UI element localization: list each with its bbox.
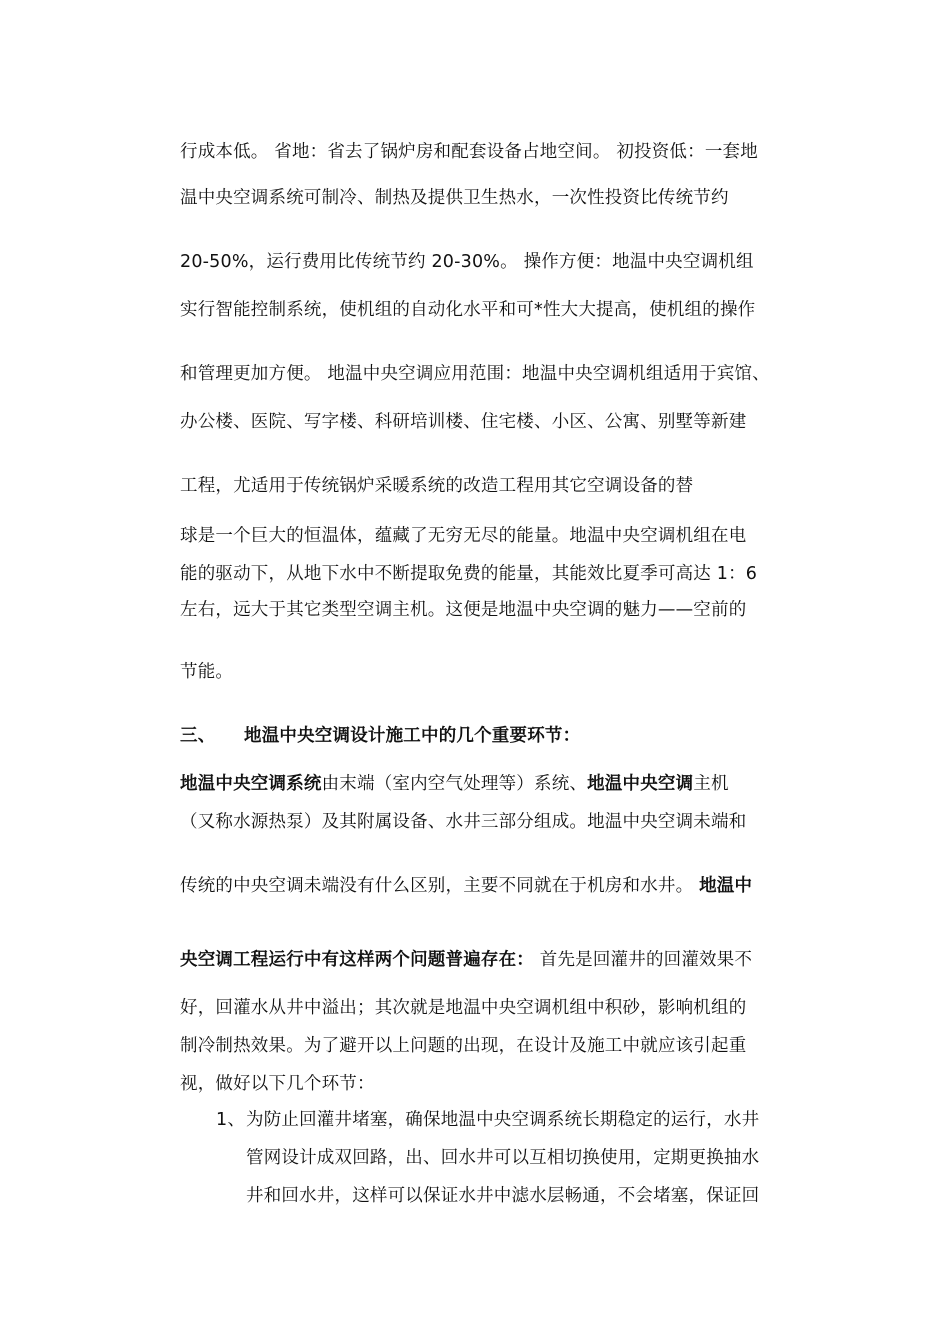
paragraph-line: 和管理更加方便。 地温中央空调应用范围：地温中央空调机组适用于宾馆、 bbox=[180, 364, 770, 384]
paragraph-line: 工程，尤适用于传统锅炉采暖系统的改造工程用其它空调设备的替 bbox=[180, 476, 694, 496]
list-item bbox=[216, 1108, 759, 1132]
paragraph-line: 制冷制热效果。为了避开以上问题的出现，在设计及施工中就应该引起重 bbox=[180, 1036, 747, 1056]
paragraph-line: 温中央空调系统可制冷、制热及提供卫生热水，一次性投资比传统节约 bbox=[180, 188, 729, 208]
section-heading bbox=[180, 724, 580, 748]
list-number: 1、 bbox=[216, 1110, 246, 1130]
text-run: 由末端（室内空气处理等）系统、 bbox=[321, 774, 588, 794]
paragraph-line: 节能。 bbox=[180, 662, 234, 682]
list-item-line: 管网设计成双回路，出、回水井可以互相切换使用，定期更换抽水 bbox=[246, 1148, 760, 1168]
list-item-text: 为防止回灌井堵塞，确保地温中央空调系统长期稳定的运行，水井 bbox=[246, 1110, 760, 1130]
bold-term: 地温中 bbox=[699, 876, 753, 896]
section-title: 地温中央空调设计施工中的几个重要环节： bbox=[244, 726, 581, 746]
text-run: 首先是回灌井的回灌效果不 bbox=[534, 950, 753, 970]
paragraph-line bbox=[180, 772, 729, 796]
section-number: 三、 bbox=[180, 726, 216, 746]
paragraph-line: （又称水源热泵）及其附属设备、水井三部分组成。地温中央空调未端和 bbox=[180, 812, 747, 832]
text-run: 传统的中央空调未端没有什么区别，主要不同就在于机房和水井。 bbox=[180, 876, 700, 896]
list-item-line: 井和回水井，这样可以保证水井中滤水层畅通，不会堵塞，保证回 bbox=[246, 1186, 760, 1206]
bold-term: 地温中央空调系统 bbox=[180, 774, 322, 794]
paragraph-line: 好，回灌水从井中溢出；其次就是地温中央空调机组中积砂，影响机组的 bbox=[180, 998, 747, 1018]
paragraph-line: 左右，远大于其它类型空调主机。这便是地温中央空调的魅力——空前的 bbox=[180, 600, 747, 620]
paragraph-line: 20-50%，运行费用比传统节约 20-30%。 操作方便：地温中央空调机组 bbox=[180, 252, 754, 272]
paragraph-line bbox=[180, 948, 752, 972]
paragraph-line bbox=[180, 874, 752, 898]
bold-term: 央空调工程运行中有这样两个问题普遍存在： bbox=[180, 950, 534, 970]
paragraph-line: 实行智能控制系统，使机组的自动化水平和可*性大大提高，使机组的操作 bbox=[180, 300, 756, 320]
paragraph-line: 球是一个巨大的恒温体，蕴藏了无穷无尽的能量。地温中央空调机组在电 bbox=[180, 526, 747, 546]
paragraph-line: 视，做好以下几个环节： bbox=[180, 1074, 375, 1094]
bold-term: 地温中央空调 bbox=[587, 774, 694, 794]
paragraph-line: 行成本低。 省地：省去了锅炉房和配套设备占地空间。 初投资低：一套地 bbox=[180, 142, 758, 162]
paragraph-line: 能的驱动下，从地下水中不断提取免费的能量，其能效比夏季可高达 1：6 bbox=[180, 564, 758, 584]
text-run: 主机 bbox=[693, 774, 729, 794]
paragraph-line: 办公楼、医院、写字楼、科研培训楼、住宅楼、小区、公寓、别墅等新建 bbox=[180, 412, 747, 432]
